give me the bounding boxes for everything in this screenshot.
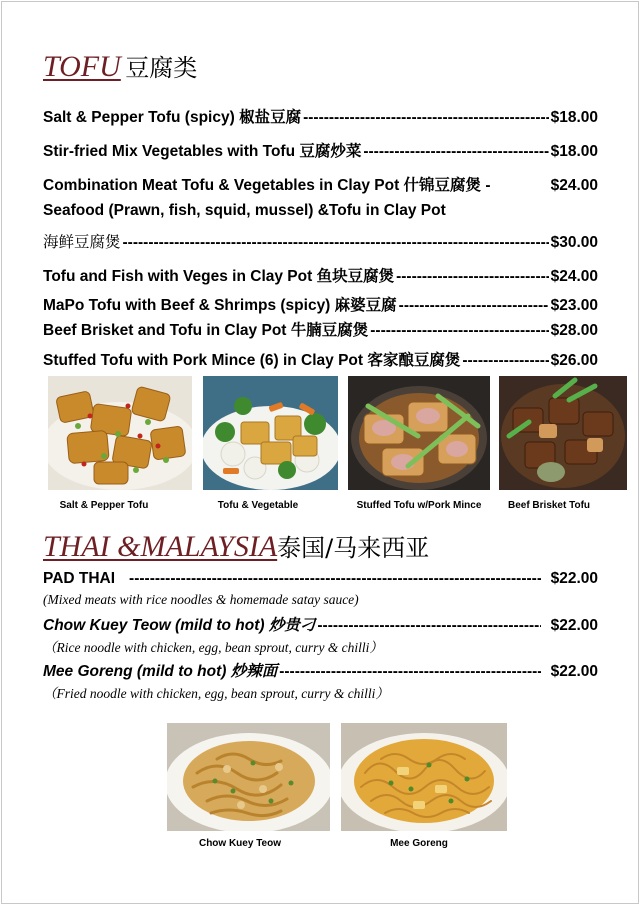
dot-leader <box>279 663 540 681</box>
menu-item-stirfried-mix-veg-tofu <box>43 139 598 161</box>
caption-mee-goreng: Mee Goreng <box>390 838 448 849</box>
item-name: Beef Brisket and Tofu in Clay Pot 牛腩豆腐煲 <box>43 322 369 339</box>
dot-leader <box>462 352 548 370</box>
item-name: Chow Kuey Teow (mild to hot) 炒贵刁 <box>43 617 316 634</box>
item-price: $22.00 <box>550 617 598 634</box>
item-name: Mee Goreng (mild to hot) 炒辣面 <box>43 663 278 680</box>
photo-stuffed-tofu <box>348 376 490 490</box>
dot-leader <box>317 617 540 635</box>
caption-chow-kuey-teow: Chow Kuey Teow <box>198 838 282 849</box>
menu-item-salt-pepper-tofu <box>43 105 598 127</box>
photo-beef-brisket-tofu <box>499 376 627 490</box>
item-name: Salt & Pepper Tofu (spicy) 椒盐豆腐 <box>43 109 302 126</box>
menu-item-combination-meat-tofu <box>43 173 598 195</box>
photo-mee-goreng <box>341 723 507 831</box>
item-name: Stir-fried Mix Vegetables with Tofu 豆腐炒菜 <box>43 143 362 160</box>
item-price: $18.00 <box>550 109 598 126</box>
dot-leader <box>363 143 548 161</box>
menu-item-mee-goreng <box>43 659 598 681</box>
menu-item-seafood-tofu <box>43 202 446 220</box>
tofu-section-title <box>43 48 197 84</box>
menu-item-mapo-tofu <box>43 293 598 315</box>
item-price: $18.00 <box>550 143 598 160</box>
caption-tofu-vegetable: Tofu & Vegetable <box>217 500 299 511</box>
item-name: MaPo Tofu with Beef & Shrimps (spicy) 麻婆豆腐 <box>43 297 397 314</box>
dot-leader <box>399 297 549 315</box>
photo-salt-pepper-tofu <box>48 376 192 490</box>
menu-item-chow-kuey-teow <box>43 613 598 635</box>
item-price: $28.00 <box>550 322 598 339</box>
item-name: Stuffed Tofu with Pork Mince (6) in Clay Pot 客家酿豆腐煲 <box>43 352 461 369</box>
thai-title-en: THAI &MALAYSIA <box>43 530 278 563</box>
menu-item-beef-brisket-tofu <box>43 318 598 340</box>
tofu-title-en: TOFU <box>43 50 121 83</box>
caption-beef-brisket-tofu: Beef Brisket Tofu <box>507 500 591 511</box>
item-price: $30.00 <box>550 234 598 251</box>
thai-section-title <box>43 528 429 564</box>
item-name: Tofu and Fish with Veges in Clay Pot 鱼块豆腐煲 <box>43 268 395 285</box>
tofu-title-zh: 豆腐类 <box>125 54 198 82</box>
menu-item-pad-thai <box>43 570 598 588</box>
item-desc-pad-thai: (Mixed meats with rice noodles & homemade satay sauce) <box>43 592 359 607</box>
photo-chow-kuey-teow <box>167 723 330 831</box>
menu-item-tofu-fish-veges <box>43 264 598 286</box>
item-name-zh: 海鲜豆腐煲 <box>43 234 121 251</box>
item-price: $23.00 <box>550 297 598 314</box>
item-name: PAD THAI <box>43 570 116 587</box>
item-price: $24.00 <box>550 177 598 194</box>
item-desc-chow-kuey-teow: （Rice noodle with chicken, egg, bean sprout, curry & chilli） <box>43 640 383 655</box>
item-price: $22.00 <box>550 570 598 587</box>
dot-leader <box>129 570 541 588</box>
dot-leader <box>123 234 549 252</box>
caption-stuffed-tofu: Stuffed Tofu w/Pork Mince <box>356 500 482 511</box>
item-name: Combination Meat Tofu & Vegetables in Clay Pot 什锦豆腐煲 - <box>43 177 491 194</box>
dot-leader <box>303 109 549 127</box>
item-price: $26.00 <box>550 352 598 369</box>
item-price: $24.00 <box>550 268 598 285</box>
dot-leader <box>370 322 548 340</box>
item-price: $22.00 <box>550 663 598 680</box>
menu-item-seafood-tofu-zh <box>43 230 598 252</box>
item-desc-mee-goreng: （Fried noodle with chicken, egg, bean sprout, curry & chilli） <box>43 686 389 701</box>
thai-title-zh: 泰国/马来西亚 <box>277 534 430 562</box>
item-name: Seafood (Prawn, fish, squid, mussel) &Tofu in Clay Pot <box>43 202 446 219</box>
caption-salt-pepper-tofu: Salt & Pepper Tofu <box>59 500 149 511</box>
dot-leader <box>396 268 549 286</box>
menu-item-stuffed-tofu <box>43 348 598 370</box>
photo-tofu-vegetable <box>203 376 338 490</box>
